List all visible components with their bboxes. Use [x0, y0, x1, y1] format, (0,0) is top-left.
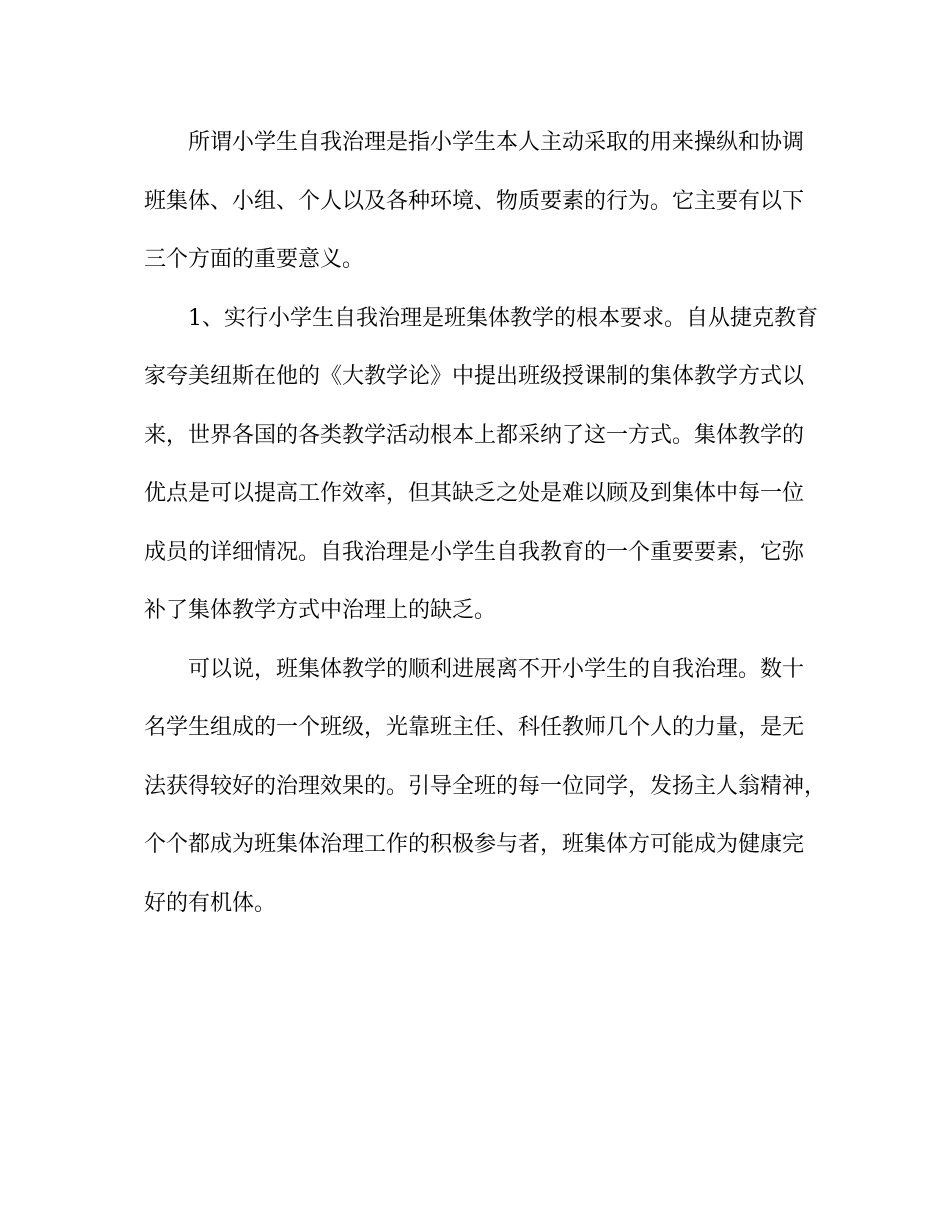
text-line: 个个都成为班集体治理工作的积极参与者，班集体方可能成为健康完 — [144, 832, 805, 857]
text-line: 好的有机体。 — [144, 890, 277, 916]
paragraph-conclusion — [144, 648, 827, 941]
paragraph-point-1 — [144, 297, 818, 648]
document-body — [144, 121, 827, 940]
text-line: 班集体、小组、个人以及各种环境、物质要素的行为。它主要有以下 — [144, 188, 805, 214]
paragraph-intro — [144, 121, 808, 297]
text-line: 三个方面的重要意义。 — [144, 247, 365, 272]
text-line: 成员的详细情况。自我治理是小学生自我教育的一个重要要素，它弥 — [144, 539, 805, 565]
text-line: 所谓小学生自我治理是指小学生本人主动采取的用来操纵和协调 — [188, 130, 805, 155]
text-line: 补了集体教学方式中治理上的缺乏。 — [144, 598, 497, 623]
text-line: 1、实行小学生自我治理是班集体教学的根本要求。自从捷克教育 — [188, 305, 818, 331]
text-line: 来，世界各国的各类教学活动根本上都采纳了这一方式。集体教学的 — [144, 422, 805, 448]
text-line: 名学生组成的一个班级，光靠班主任、科任教师几个人的力量，是无 — [144, 715, 805, 740]
text-line: 家夸美纽斯在他的《大教学论》中提出班级授课制的集体教学方式以 — [144, 364, 805, 389]
text-line: 法获得较好的治理效果的。引导全班的每一位同学，发扬主人翁精神， — [144, 773, 827, 799]
text-line: 优点是可以提高工作效率，但其缺乏之处是难以顾及到集体中每一位 — [144, 481, 805, 506]
text-line: 可以说，班集体教学的顺利进展离不开小学生的自我治理。数十 — [188, 656, 805, 682]
